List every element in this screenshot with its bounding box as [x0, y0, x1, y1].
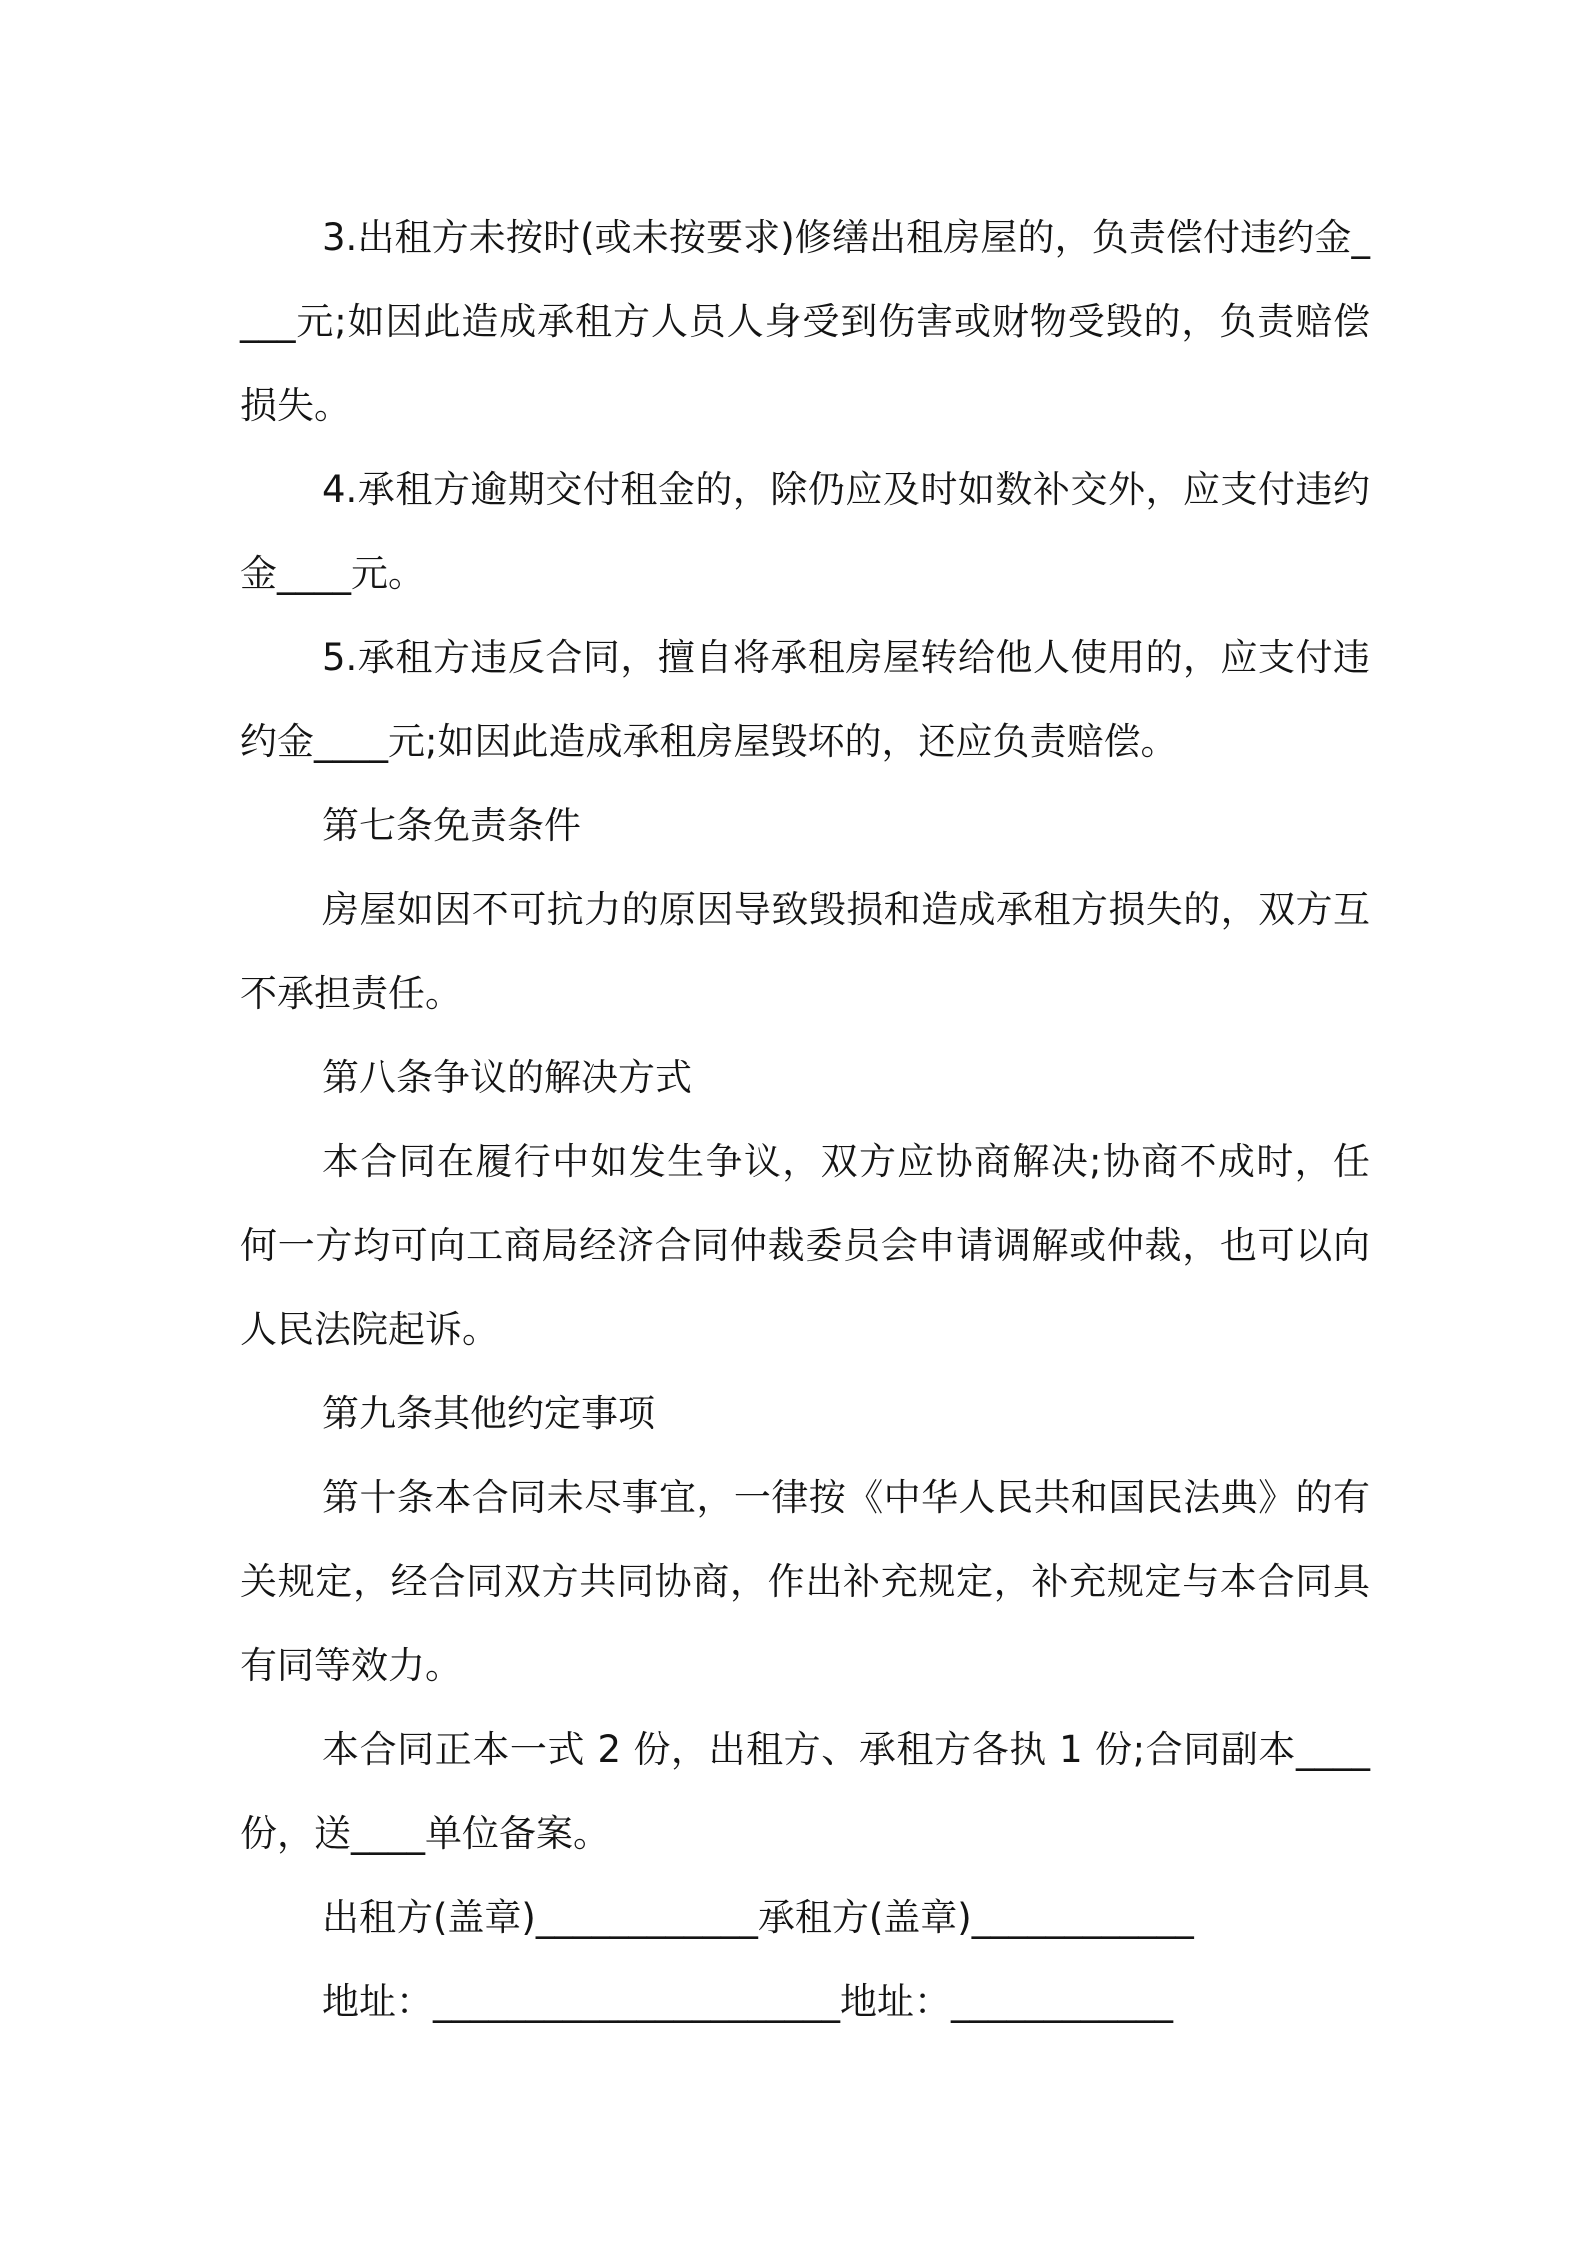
clause-4: 4.承租方逾期交付租金的，除仍应及时如数补交外，应支付违约金____元。	[240, 468, 1370, 595]
copies-text: 本合同正本一式 2 份，出租方、承租方各执 1 份;合同副本____份，送____单位备案。	[240, 1728, 1370, 1855]
article-10-text: 第十条本合同未尽事宜，一律按《中华人民共和国民法典》的有关规定，经合同双方共同协商，作出补充规定，补充规定与本合同具有同等效力。	[240, 1476, 1370, 1687]
clause-3: 3.出租方未按时(或未按要求)修缮出租房屋的，负责偿付违约金____元;如因此造成承租方人员人身受到伤害或财物受毁的，负责赔偿损失。	[240, 216, 1370, 427]
address-line: 地址：______________________地址：____________	[322, 1980, 1173, 2023]
contract-body	[240, 196, 1370, 2044]
article-7-text: 房屋如因不可抗力的原因导致毁损和造成承租方损失的，双方互不承担责任。	[240, 888, 1370, 1015]
signature-line: 出租方(盖章)____________承租方(盖章)____________	[322, 1896, 1194, 1939]
article-8-text: 本合同在履行中如发生争议，双方应协商解决;协商不成时，任何一方均可向工商局经济合同仲裁委员会申请调解或仲裁，也可以向人民法院起诉。	[240, 1140, 1370, 1351]
article-9-heading: 第九条其他约定事项	[322, 1392, 655, 1435]
article-7-heading: 第七条免责条件	[322, 804, 581, 847]
article-8-heading: 第八条争议的解决方式	[322, 1056, 692, 1099]
clause-5: 5.承租方违反合同，擅自将承租房屋转给他人使用的，应支付违约金____元;如因此造成承租房屋毁坏的，还应负责赔偿。	[240, 636, 1370, 763]
